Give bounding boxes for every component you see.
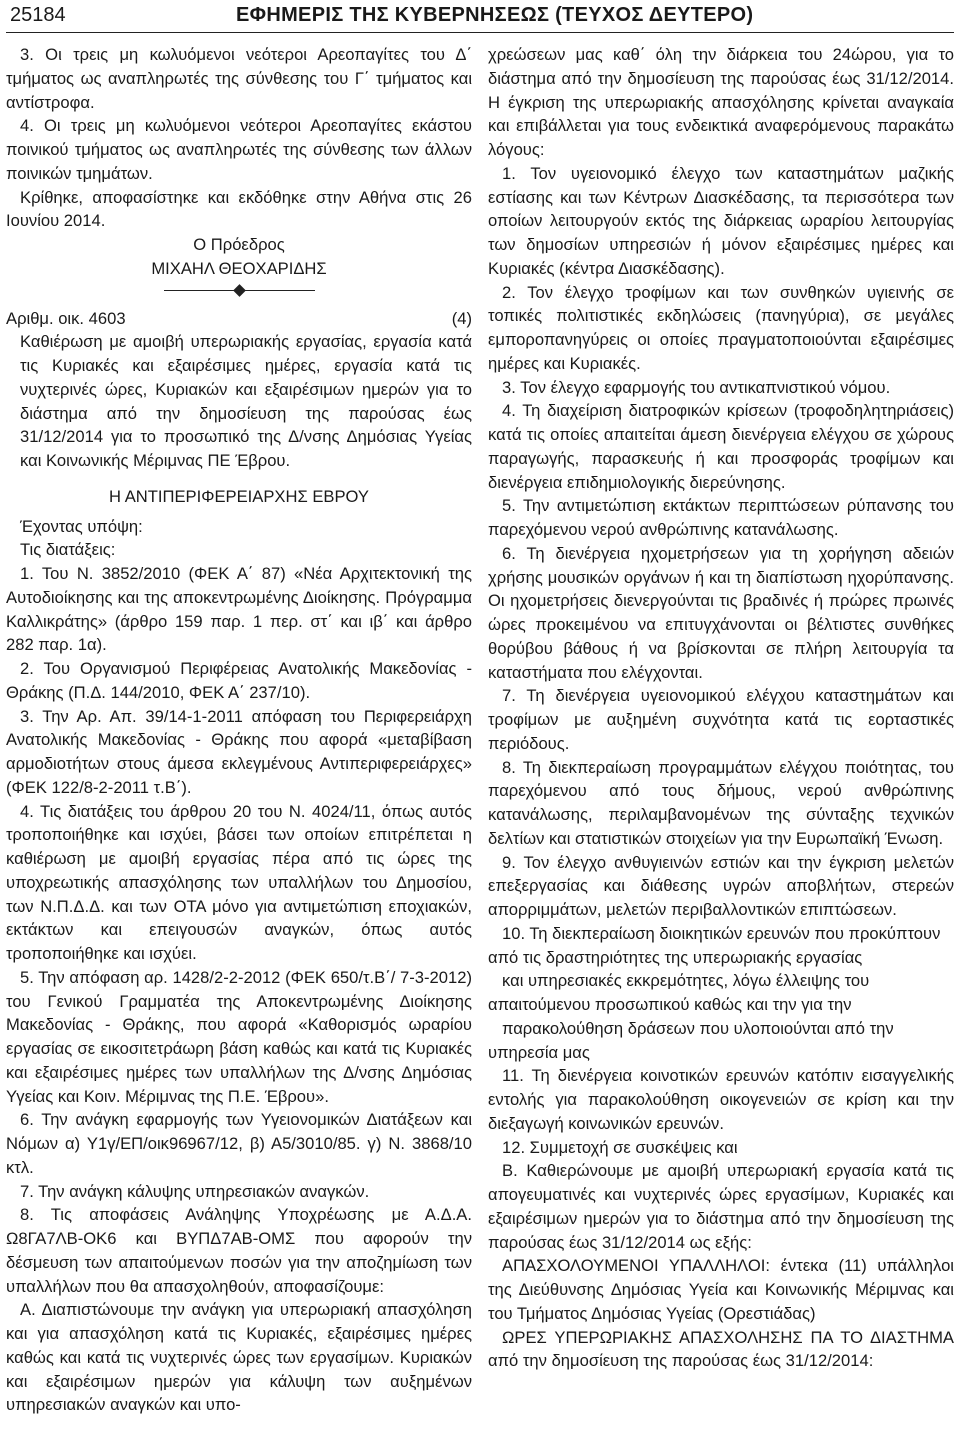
reason-item: 7. Τη διενέργεια υγειονομικού ελέγχου καταστημάτων και τροφίμων με αυξημένη συχνότητα κατά τις εορταστικές περιόδους. [488, 686, 954, 753]
page-number: 25184 [10, 4, 66, 26]
journal-title: ΕΦΗΜΕΡΙΣ ΤΗΣ ΚΥΒΕΡΝΗΣΕΩΣ (ΤΕΥΧΟΣ ΔΕΥΤΕΡΟ) [236, 4, 754, 26]
paragraph: 4. Οι τρεις μη κωλυόμενοι νεότεροι Αρεοπαγίτες εκάστου ποινικού τμήματος ως αναπληρωτές της σύνθεσης των άλλων ποινικών τμημάτων. [6, 116, 472, 183]
president-title: Ο Πρόεδρος [193, 235, 285, 254]
reason-item: 5. Την αντιμετώπιση εκτάκτων περιπτώσεων ρύπανσης του παρεχόμενου νερού ανθρώπινης κατανάλωσης. [488, 496, 954, 539]
paragraph: 3. Οι τρεις μη κωλυόμενοι νεότεροι Αρεοπαγίτες του Δ΄ τμήματος ως αναπληρωτές της σύνθεσης του Γ΄ τμήματος και αντίστροφα. [6, 45, 472, 112]
decision-number: Αριθμ. οικ. 4603 [6, 308, 126, 328]
having-regard-label: Έχοντας υπόψη: [20, 516, 143, 536]
section-separator [6, 281, 472, 301]
hours-heading: ΩΡΕΣ ΥΠΕΡΩΡΙΑΚΗΣ ΑΠΑΣΧΟΛΗΣΗΣ ΠΑ ΤΟ ΔΙΑΣΤΗΜΑ από την δημοσίευση της παρούσας έως 31/12/2014: [488, 1327, 954, 1371]
separator-line [164, 290, 236, 292]
provision-item: 4. Τις διατάξεις του άρθρου 20 του Ν. 4024/11, όπως αυτός τροποποιήθηκε και ισχύει, βάσει των οποίων επιτρέπεται η καθιέρωση με αμοιβή εργασίας πέρα από τις ώρες της υποχρεωτικής απασχόλησης των υπαλλήλων του Δημοσίου, των Ν.Π.Δ.Δ. και των ΟΤΑ μόνο για αντιμετώπιση εποχιακών, εκτάκτων και επειγουσών αναγκών, όπως αυτός τροποποιήθηκε και ισχύει. [6, 801, 472, 963]
diamond-icon [233, 284, 246, 297]
reason-item: παρακολούθηση δράσεων που υλοποιούνται από την υπηρεσία μας [488, 1018, 894, 1062]
right-column [488, 43, 954, 1417]
reason-item: 3. Τον έλεγχο εφαρμογής του αντικαπνιστικού νόμου. [502, 377, 891, 397]
decision-index: (4) [451, 308, 472, 328]
left-column [6, 43, 472, 1417]
decision-part-a: Α. Διαπιστώνουμε την ανάγκη για υπερωριακή απασχόληση και για απασχόληση κατά τις Κυριακές, εξαιρέσιμες ημέρες καθώς και κατά τις νυχτερινές ώρες των εργασίμων. Κυριακών και εξαιρέσιμων ημερών για κάλυψη των αυξημένων υπηρεσιακών αναγκών και υπο- [6, 1300, 472, 1415]
decision-header [6, 307, 472, 331]
reason-item: 8. Τη διεκπεραίωση προγραμμάτων ελέγχου ποιότητας, του παρεχόμενου από τους δήμους, νερού ανθρώπινης κατανάλωσης, περιλαμβανομένων της σύνταξης τεχνικών δελτίων και στατιστικών στοιχείων για την Ευρωπαϊκή Ένωση. [488, 757, 954, 848]
reason-item: και υπηρεσιακές εκκρεμότητες, λόγω έλλειψης του απαιτούμενου προσωπικού καθώς και την για την [488, 971, 870, 1014]
provision-item: 3. Την Αρ. Απ. 39/14-1-2011 απόφαση του Περιφερειάρχη Ανατολικής Μακεδονίας - Θράκης που αφορά «μεταβίβαση αρμοδιοτήτων στους άμεσα εκλεγμένους Αντιπεριφερειάρχες» (ΦΕΚ 122/8-2-2011 τ.Β΄). [6, 706, 472, 797]
provision-item: 8. Τις αποφάσεις Ανάληψης Υποχρέωσης με Α.Δ.Α. Ω8ΓΑ7ΛΒ-ΟΚ6 και ΒΥΠΔ7ΑΒ-ΟΜΣ που αφορούν την δέσμευση των απαιτούμενων ποσών για την αποζημίωση των υπαλλήλων που θα απασχοληθούν, αποφασίζουμε: [6, 1205, 472, 1296]
body-columns [6, 43, 954, 1417]
reason-item: 1. Τον υγειονομικό έλεγχο των καταστημάτων μαζικής εστίασης και των Κέντρων Διασκέδασης, τα περισσότερα των οποίων λειτουργούν εκτός της διάρκειας ωραρίου λειτουργίας των δημοσίων υπηρεσιών ή μόνον εξαιρέσιμες ημέρες και Κυριακές (κέντρα Διασκέδασης). [488, 163, 954, 278]
reason-item: 2. Τον έλεγχο τροφίμων και των συνθηκών υγιεινής σε τοπικές πολιτιστικές εκδηλώσεις (πανηγύρια), σε μεγάλες εμποροπανηγύρεις οι οποίες πραγματοποιούνται εξαιρέσιμες ημέρες και Κυριακές. [488, 282, 954, 373]
provision-item: 6. Την ανάγκη εφαρμογής των Υγειονομικών Διατάξεων και Νόμων α) Υ1γ/ΕΠ/οικ96967/12, β) Α5/3010/85. γ) Ν. 3868/10 κτλ. [6, 1110, 472, 1177]
reason-item: 12. Συμμετοχή σε συσκέψεις και [502, 1137, 738, 1157]
issuing-authority: Η ΑΝΤΙΠΕΡΙΦΕΡΕΙΑΡΧΗΣ ΕΒΡΟΥ [109, 486, 369, 506]
reason-item: 11. Τη διενέργεια κοινοτικών ερευνών κατόπιν εισαγγελικής εντολής για παρακολούθηση οικογενειών σε κρίση και την διεξαγωγή κοινωνικών ερευνών. [488, 1066, 954, 1133]
provision-item: 5. Την απόφαση αρ. 1428/2-2-2012 (ΦΕΚ 650/τ.Β΄/ 7-3-2012) του Γενικού Γραμματέα της Αποκεντρωμένης Διοίκησης Μακεδονίας - Θράκης, που αφορά «Καθορισμός ωραρίου εργασίας σε εικοσιτετράωρη βάση καθώς και κατά τις Κυριακές και εξαιρέσιμες ημέρες των υπαλλήλων της Δ/νσης Δημόσιας Υγείας και Κοιν. Μέριμνας της Π.Ε. Έβρου». [6, 967, 472, 1106]
provision-item: 1. Του Ν. 3852/2010 (ΦΕΚ Α΄ 87) «Νέα Αρχιτεκτονική της Αυτοδιοίκησης και της αποκεντρωμένης Διοίκησης. Πρόγραμμα Καλλικράτης» (άρθρο 159 παρ. 1 περ. στ΄ και ιβ΄ και άρθρο 282 παρ. 1α). [6, 564, 472, 655]
reason-item: 4. Τη διαχείριση διατροφικών κρίσεων (τροφοδηλητηριάσεις) κατά τις οποίες απαιτείται άμεση διενέργεια ελέγχου σε χώρους παραγωγής, παρασκευής ή και προσφοράς τροφίμων και διενέργεια επιδημιολογικής διερεύνησης. [488, 401, 954, 492]
paragraph: χρεώσεων μας καθ΄ όλη την διάρκεια του 24ώρου, για το διάστημα από την δημοσίευση της παρούσας έως 31/12/2014. Η έγκριση της υπερωριακής απασχόλησης κρίνεται αναγκαία και επιβάλλεται για τους ενδεικτικά αναφερόμενους παρακάτω λόγους: [488, 45, 954, 159]
decision-part-b: Β. Καθιερώνουμε με αμοιβή υπερωριακή εργασία κατά τις απογευματινές και νυχτερινές ώρες εργασίμων, Κυριακές και εξαιρέσιμων ημερών για το διάστημα από την δημοσίευση της παρούσας έως 31/12/2014 ως εξής: [488, 1161, 954, 1252]
reason-item: 6. Τη διενέργεια ηχομετρήσεων για τη χορήγηση αδειών χρήσης μουσικών οργάνων ή και τη διαπίστωση ηχορύπανσης. Οι ηχομετρήσεις διενεργούνται τις βραδινές ή πρώρες πρωινές ώρες προκειμένου να επιτυγχάνονται οι βέλτιστες συνθήκες θορύβου βάθους ή να βρίσκονται σε πλήρη λειτουργία τα καταστήματα που ελέγχονται. [488, 543, 954, 682]
provisions-label: Τις διατάξεις: [20, 540, 116, 560]
page-header [6, 0, 954, 33]
decision-title: Καθιέρωση με αμοιβή υπερωριακής εργασίας, εργασία κατά τις Κυριακές και εξαιρέσιμες ημέρες, εργασία κατά τις νυχτερινές ώρες, Κυριακών και εξαιρέσιμων ημερών για το διάστημα από την δημοσίευση της παρούσας έως 31/12/2014 για το προσωπικό της Δ/νσης Δημόσιας Υγείας και Κοινωνικής Μέριμνας ΠΕ Έβρου. [20, 332, 472, 470]
president-name: ΜΙΧΑΗΛ ΘΕΟΧΑΡΙΔΗΣ [151, 258, 327, 278]
reason-item: 10. Τη διεκπεραίωση διοικητικών ερευνών που προκύπτουν από τις δραστηριότητες της υπερωριακής εργασίας [488, 923, 941, 967]
paragraph: Κρίθηκε, αποφασίστηκε και εκδόθηκε στην Αθήνα στις 26 Ιουνίου 2014. [6, 187, 472, 231]
employees-paragraph: ΑΠΑΣΧΟΛΟΥΜΕΝΟΙ ΥΠΑΛΛΗΛΟΙ: έντεκα (11) υπάλληλοι της Διεύθυνσης Δημόσιας Υγεία και Κοινωνικής Μέριμνας και του Τμήματος Δημόσιας Υγείας (Ορεστιάδας) [488, 1256, 954, 1323]
decision-title-block [6, 330, 472, 473]
separator-line [243, 290, 315, 292]
reason-item: 9. Τον έλεγχο ανθυγιεινών εστιών και την έγκριση μελετών επεξεργασίας και διάθεσης υγρών αποβλήτων, στερεών απορριμμάτων, μελετών περιβαλλοντικών επιπτώσεων. [488, 852, 954, 919]
provision-item: 7. Την ανάγκη κάλυψης υπηρεσιακών αναγκών. [20, 1181, 370, 1201]
provision-item: 2. Του Οργανισμού Περιφέρειας Ανατολικής Μακεδονίας - Θράκης (Π.Δ. 144/2010, ΦΕΚ Α΄ 237/10). [6, 659, 472, 702]
